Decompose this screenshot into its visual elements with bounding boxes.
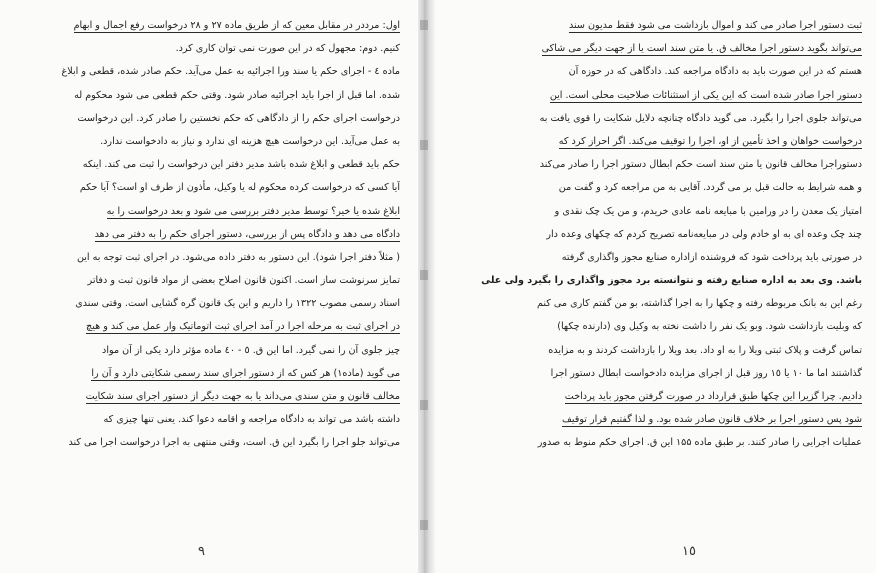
text-line-content: شود پس دستور اجرا بر خلاف قانون صادر شده بود. و لذا گفتیم قرار توقیف	[561, 414, 862, 426]
text-line-content: آیا کسی که درخواست کرده محکوم له یا وکیل، مأذون از طرف او است؟ آیا حکم	[79, 182, 400, 194]
text-line-content: اسناد رسمی مصوب ۱۳۲۲ را داریم و این یک قانون گره گشایی است. وقتی سندی	[75, 298, 400, 310]
text-line-content: دستور اجرا صادر شده است که این یکی از استثنائات صلاحیت محلی است. این	[549, 89, 862, 101]
text-line	[442, 176, 862, 199]
text-line	[20, 246, 400, 269]
text-line	[442, 153, 862, 176]
text-line-content: و همه شرایط به حالت قبل بر می گردد. آقایی به من مراجعه کرد و گفت من	[558, 182, 862, 194]
text-line	[20, 107, 400, 130]
text-line-content: دادیم. چرا گزیرا این چکها طبق قرارداد در صورت گرفتن مجوز باید پرداخت	[564, 391, 862, 402]
text-line-content: در صورتی باید پرداخت شود که فروشنده ازاداره صنایع مجوز واگذاری گرفته	[561, 251, 862, 263]
text-line	[442, 84, 862, 107]
left-page	[0, 0, 418, 573]
text-line-content: حکم باید قطعی و ابلاغ شده باشد مدیر دفتر این درخواست را ثبت می کند. اینکه	[82, 159, 400, 171]
text-line-content: می‌تواند جلو اجرا را بگیرد این ق. است، وقتی منتهی به اجرا درخواست اجرا می کند	[68, 437, 400, 449]
text-line-content: می گوید (ماده۱) هر کس که از دستور اجرای سند رسمی شکایتی دارد و آن را	[91, 367, 400, 379]
text-line-content: مخالف قانون و متن سندی می‌داند یا به جهت دیگر از دستور اجرای سند شکایت	[85, 391, 400, 402]
text-line	[20, 200, 400, 223]
text-line	[20, 176, 400, 199]
text-line-content: کنیم. دوم: مجهول که در این صورت نمی توان کاری کرد.	[175, 43, 400, 55]
text-line	[442, 60, 862, 83]
text-line	[20, 362, 400, 385]
text-line	[20, 339, 400, 362]
text-line-content: در اجرای ثبت به مرحله اجرا در آمد اجرای ثبت اتوماتیک وار عمل می کند و هیچ	[86, 321, 400, 333]
text-line	[20, 292, 400, 315]
text-line-content: ماده ٤ - اجرای حکم یا سند ورا اجرائیه به عمل می‌آید. حکم صادر شده، قطعی و ابلاغ	[61, 66, 400, 78]
text-line	[20, 60, 400, 83]
text-line	[20, 223, 400, 246]
text-line	[20, 408, 400, 431]
text-line-content: داشته باشد می تواند به دادگاه مراجعه و اقامه دعوا کند. یعنی تنها چیزی که	[103, 414, 400, 426]
text-line-content: درخواست اجرای حکم را از دادگاهی که حکم نخستین را صادر کرد. این درخواست	[77, 112, 400, 124]
left-page-number: ۹	[198, 544, 205, 559]
text-line-content: تمایز سرنوشت ساز است. اکنون قانون اصلاح بعضی از مواد قانون ثبت و دفاتر	[87, 275, 400, 287]
text-line	[442, 37, 862, 60]
text-line	[20, 315, 400, 338]
text-line	[20, 385, 400, 408]
text-line-content: شده. اما قبل از اجرا باید اجرائیه صادر شود. وقتی حکم قطعی می شود محکوم له	[74, 89, 400, 101]
right-page-text	[442, 14, 862, 455]
text-line	[20, 37, 400, 60]
book-gutter	[418, 0, 430, 573]
text-line	[442, 107, 862, 130]
text-line-content: دستوراجرا مخالف قانون یا متن سند است حکم ابطال دستور اجرا را صادر می‌کند	[539, 159, 862, 171]
text-line-content: ابلاغ شده یا خیر؟ توسط مدیر دفتر بررسی می شود و بعد درخواست را به	[106, 205, 400, 217]
text-line-content: به عمل می‌آید. این درخواست هیچ هزینه ای ندارد و نیاز به دادخواست ندارد.	[100, 135, 400, 147]
text-line	[442, 385, 862, 408]
text-line-content: می‌تواند بگوید دستور اجرا مخالف ق. یا متن سند است یا از جهت دیگر می شاکی	[541, 43, 862, 55]
text-line	[442, 269, 862, 292]
text-line	[442, 223, 862, 246]
right-page-number: ۱٥	[682, 544, 696, 559]
text-line-content: گذاشتند اما ما ۱۰ یا ۱٥ روز قبل از اجرای مزایده دادخواست ابطال دستور اجرا	[550, 367, 862, 379]
text-line-content: که وبلیت بازداشت شود. وبو یک نفر را داشت نخته به وکیل وی (دارنده چکها)	[557, 321, 862, 333]
text-line	[442, 431, 862, 454]
right-page	[430, 0, 876, 573]
text-line-content: عملیات اجرایی را صادر کنند. بر طبق ماده ۱۵۵ این ق. اجرای حکم منوط به صدور	[537, 437, 862, 449]
text-line	[442, 408, 862, 431]
text-line	[442, 315, 862, 338]
text-line-content: ثبت دستور اجرا صادر می کند و اموال بازداشت می شود فقط مدیون سند	[568, 20, 862, 31]
text-line-content: درخواست خواهان و اخذ تأمین از او، اجرا را توقیف می‌کند. اگر احراز کرد که	[558, 135, 862, 147]
text-line-content: باشد. وی بعد به اداره صنایع رفته و نتوانسته برد مجوز واگذاری را بگیرد ولی علی	[481, 275, 862, 287]
text-line-content: می‌تواند جلوی اجرا را بگیرد. می گوید دادگاه چنانچه دلایل شکایت را قوی یافت به	[539, 112, 862, 124]
text-line	[442, 362, 862, 385]
text-line	[20, 269, 400, 292]
text-line-content: چند چک وعده ای به او خادم ولی در مبایعه‌نامه تصریح کردم که چکهای وعده دار	[546, 228, 862, 240]
text-line-content: ( مثلاً دفتر اجرا شود). این دستور به دفتر داده می‌شود. در اجرای ثبت توجه به این	[76, 251, 400, 263]
text-line	[442, 246, 862, 269]
text-line	[442, 130, 862, 153]
text-line-content: دادگاه می دهد و دادگاه پس از بررسی، دستور اجرای حکم را به دفتر می دهد	[94, 228, 400, 240]
text-line-content: تماس گرفت و پلاک ثبتی ویلا را به او داد. بعد ویلا را بازداشت کردند و به مزایده	[548, 344, 862, 356]
text-line	[20, 84, 400, 107]
text-line	[20, 14, 400, 37]
left-page-text	[20, 14, 400, 455]
text-line	[20, 153, 400, 176]
text-line	[442, 200, 862, 223]
text-line	[20, 431, 400, 454]
text-line-content: چیز جلوی آن را نمی گیرد. اما این ق. ٥ - ٤٠ ماده مؤثر دارد یکی از آن مواد	[102, 344, 400, 356]
text-line	[442, 292, 862, 315]
text-line	[442, 14, 862, 37]
text-line-content: رغم این به بانک مربوطه رفته و چکها را به اجرا گذاشته، بو من گفتم کاری می کنم	[537, 298, 862, 310]
text-line	[442, 339, 862, 362]
text-line-content: اول: مرددر در مقابل معین که از طریق ماده ۲۷ و ۲۸ درخواست رفع اجمال و ابهام	[73, 20, 400, 31]
text-line-content: امتیاز یک معدن را در ورامین با مبایعه نامه عادی خریدم، و من یک چک نقدی و	[554, 205, 862, 217]
text-line	[20, 130, 400, 153]
text-line-content: هستم که در این صورت باید به دادگاه مراجعه کند. دادگاهی که در حوزه آن	[568, 66, 862, 78]
